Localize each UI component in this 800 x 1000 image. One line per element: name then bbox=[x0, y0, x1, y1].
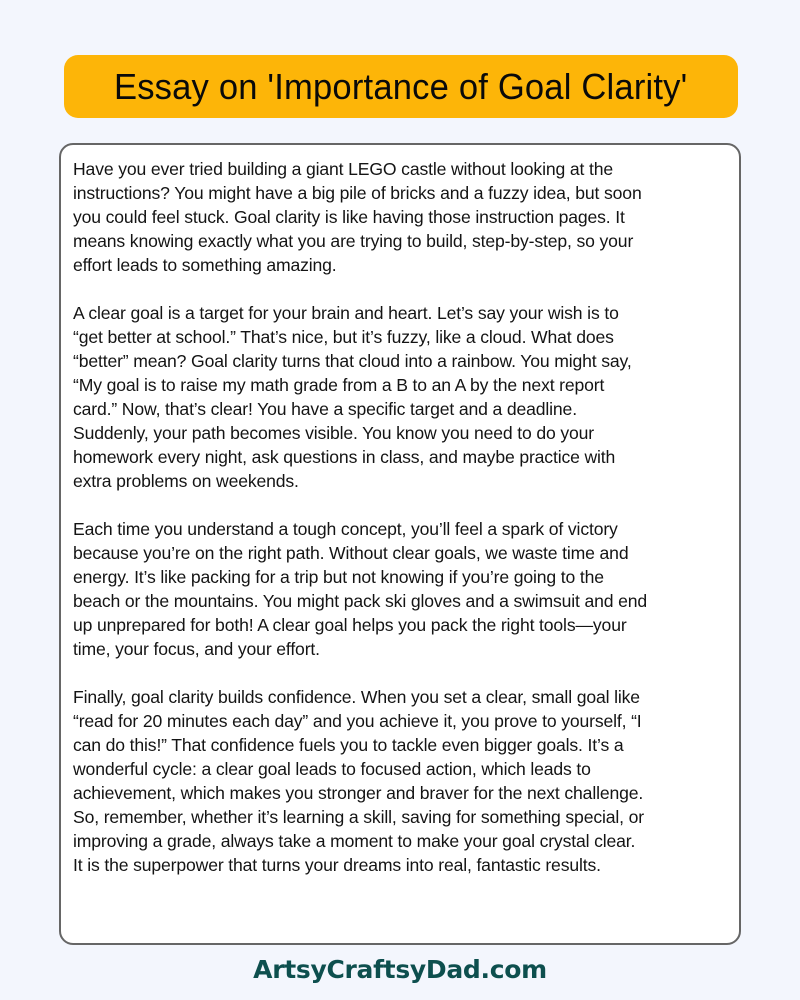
text-line: A clear goal is a target for your brain and heart. Let’s say your wish is to bbox=[73, 303, 619, 323]
text-line: Have you ever tried building a giant LEGO castle without looking at the bbox=[73, 159, 613, 179]
paragraph-intro bbox=[73, 157, 737, 277]
text-line: “get better at school.” That’s nice, but it’s fuzzy, like a cloud. What does bbox=[73, 327, 614, 347]
text-line: achievement, which makes you stronger and braver for the next challenge. bbox=[73, 783, 644, 803]
essay-box bbox=[59, 143, 741, 945]
text-line: Each time you understand a tough concept, you’ll feel a spark of victory bbox=[73, 519, 618, 539]
text-line: instructions? You might have a big pile of bricks and a fuzzy idea, but soon bbox=[73, 183, 642, 203]
text-line: time, your focus, and your effort. bbox=[73, 639, 320, 659]
text-line: because you’re on the right path. Without clear goals, we waste time and bbox=[73, 543, 629, 563]
paragraph-conclusion bbox=[73, 685, 737, 877]
text-line: So, remember, whether it’s learning a skill, saving for something special, or bbox=[73, 807, 644, 827]
essay-body bbox=[73, 157, 737, 901]
paragraph-clear-goal bbox=[73, 301, 737, 493]
text-line: improving a grade, always take a moment to make your goal crystal clear. bbox=[73, 831, 636, 851]
text-line: energy. It’s like packing for a trip but not knowing if you’re going to the bbox=[73, 567, 604, 587]
text-line: card.” Now, that’s clear! You have a specific target and a deadline. bbox=[73, 399, 577, 419]
text-line: “My goal is to raise my math grade from a B to an A by the next report bbox=[73, 375, 605, 395]
text-line: “better” mean? Goal clarity turns that cloud into a rainbow. You might say, bbox=[73, 351, 632, 371]
text-line: “read for 20 minutes each day” and you achieve it, you prove to yourself, “I bbox=[73, 711, 642, 731]
title-badge bbox=[64, 55, 738, 118]
text-line: Suddenly, your path becomes visible. You know you need to do your bbox=[73, 423, 595, 443]
text-line: wonderful cycle: a clear goal leads to focused action, which leads to bbox=[73, 759, 591, 779]
text-line: It is the superpower that turns your dreams into real, fantastic results. bbox=[73, 855, 601, 875]
text-line: homework every night, ask questions in class, and maybe practice with bbox=[73, 447, 616, 467]
text-line: extra problems on weekends. bbox=[73, 471, 299, 491]
text-line: means knowing exactly what you are trying to build, step-by-step, so your bbox=[73, 231, 634, 251]
text-line: beach or the mountains. You might pack ski gloves and a swimsuit and end bbox=[73, 591, 648, 611]
text-line: you could feel stuck. Goal clarity is like having those instruction pages. It bbox=[73, 207, 625, 227]
text-line: can do this!” That confidence fuels you to tackle even bigger goals. It’s a bbox=[73, 735, 624, 755]
text-line: up unprepared for both! A clear goal helps you pack the right tools—your bbox=[73, 615, 627, 635]
page-title: Essay on 'Importance of Goal Clarity' bbox=[114, 65, 688, 107]
text-line: Finally, goal clarity builds confidence. When you set a clear, small goal like bbox=[73, 687, 640, 707]
paragraph-without-goals bbox=[73, 517, 737, 661]
site-footer-brand: ArtsyCraftsyDad.com bbox=[253, 955, 547, 984]
text-line: effort leads to something amazing. bbox=[73, 255, 337, 275]
